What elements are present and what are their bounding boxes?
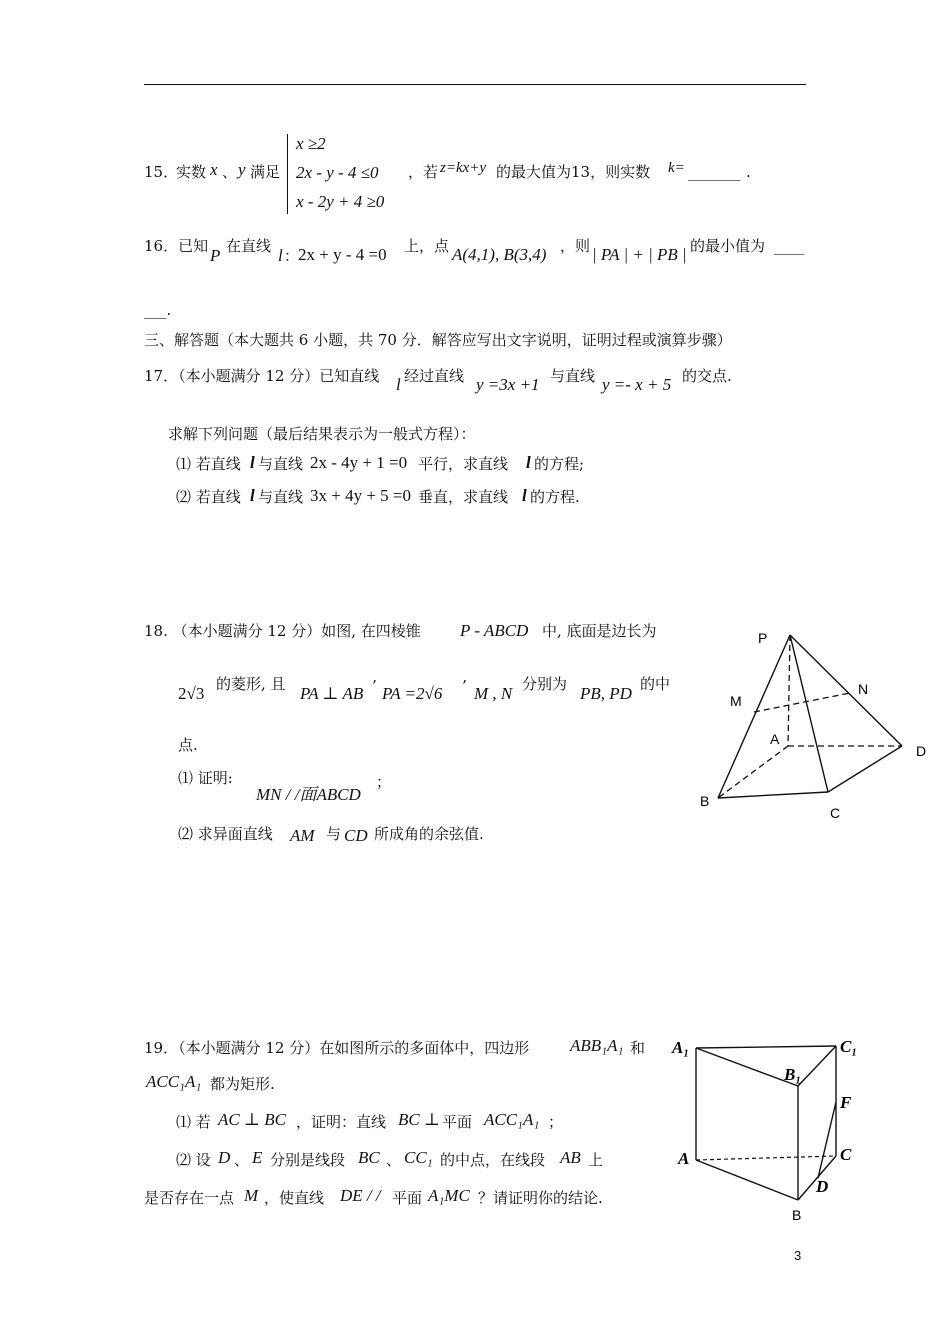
q19-p1-cond: AC ⊥ BC	[218, 1110, 286, 1129]
q19-cc1: CC₁	[404, 1148, 433, 1167]
q16-text3: 上，点	[404, 237, 450, 255]
q17-p2-c: 垂直，求直线	[418, 488, 509, 506]
q15-post: 的最大值为13，则实数	[496, 163, 651, 181]
q17-p2-l: l	[250, 486, 255, 505]
q16-line-eq: 2x + y - 4 =0	[298, 245, 387, 264]
q17-p1-b: 与直线	[258, 455, 304, 473]
label-b: B	[792, 1207, 802, 1223]
q18-side: 2√3	[178, 684, 205, 703]
q19-e: E	[252, 1148, 263, 1167]
q18-p1-end: ；	[376, 773, 392, 791]
q18-p2-b: 与	[326, 825, 342, 843]
label-a: A	[678, 1149, 690, 1168]
q15-sep: 、	[222, 163, 238, 181]
q16-colon: ：	[284, 247, 300, 265]
q17-p2-a: ⑵ 若直线	[176, 488, 241, 506]
q16-points: A(4,1), B(3,4)	[452, 245, 547, 264]
q16-text5: 的最小值为	[690, 237, 766, 255]
q17-p1-a: ⑴ 若直线	[176, 455, 241, 473]
q18-p2-c: 所成角的余弦值.	[374, 825, 484, 843]
constraint-brace	[287, 134, 294, 214]
edge-pc	[790, 635, 828, 792]
constraint-2: 2x - y - 4 ≤0	[296, 163, 379, 182]
q18-perp: PA ⊥ AB	[300, 684, 364, 703]
label-d: D	[916, 743, 927, 759]
edge-pa	[788, 635, 790, 746]
q15-var-y: y	[238, 160, 246, 179]
q17-l: l	[396, 375, 401, 394]
q15-text2: 满足	[250, 163, 281, 181]
q17-text2: 经过直线	[404, 367, 465, 385]
q18-text2: 中, 底面是边长为	[542, 622, 657, 640]
q19-p3-d: ？请证明你的结论.	[478, 1189, 603, 1207]
q17-text3: 与直线	[550, 367, 596, 385]
q15-var-x: x	[210, 160, 218, 179]
label-b: B	[700, 793, 710, 809]
q19-de: DE / /	[340, 1186, 381, 1205]
q17-p1-l: l	[250, 453, 255, 472]
q18-head: 18. （本小题满分 12 分）如图, 在四棱锥	[144, 622, 421, 640]
q15-number: 15．	[144, 163, 179, 181]
q19-p1-bc: BC ⊥	[398, 1110, 440, 1129]
pyramid-figure	[690, 620, 940, 830]
label-n: N	[858, 681, 869, 697]
q16-point-p: P	[210, 246, 221, 265]
q18-comma: ’	[372, 677, 377, 695]
q15-objective: z=kx+y	[440, 160, 487, 176]
q18-mn: M , N	[474, 684, 513, 703]
q16-text2: 在直线	[226, 237, 272, 255]
header-rule	[144, 84, 806, 85]
q19-bc: BC	[358, 1148, 380, 1167]
q19-a1mc: A₁MC	[428, 1186, 470, 1205]
q18-pbpd: PB, PD	[580, 684, 632, 703]
edge-pd	[790, 635, 902, 746]
edge-a1b1	[696, 1048, 798, 1086]
q16-text1: 16．已知	[144, 237, 209, 255]
q17-p2-eq: 3x + 4y + 5 =0	[310, 486, 412, 505]
q18-text6: 点.	[178, 736, 198, 754]
q19-p1-plane: 平面	[442, 1113, 473, 1131]
q17-p2-b: 与直线	[258, 488, 304, 506]
q17-line1: y =3x +1	[476, 375, 540, 394]
edge-ab	[696, 1160, 798, 1200]
label-m: M	[730, 693, 742, 709]
q15-text: 实数	[176, 163, 207, 181]
q19-rect2: ACC₁A₁	[146, 1072, 202, 1091]
q17-p2-l2: l	[522, 486, 527, 505]
q19-d: D	[218, 1148, 231, 1167]
q18-text5: 的中	[640, 675, 671, 693]
q19-rect1: ABB₁A₁	[570, 1036, 624, 1055]
q17-p1-eq: 2x - 4y + 1 =0	[310, 453, 408, 472]
prism-figure	[668, 1030, 868, 1230]
q16-blank2: ___.	[144, 301, 172, 319]
q19-p3-b: ，使直线	[264, 1189, 325, 1207]
constraint-3: x - 2y + 4 ≥0	[296, 192, 385, 211]
label-p: P	[758, 630, 768, 646]
q17-p1-d: 的方程;	[534, 455, 585, 473]
q17-intro: 求解下列问题（最后结果表示为一般式方程）：	[168, 425, 476, 443]
q19-head: 19．（本小题满分 12 分）在如图所示的多面体中，四边形	[144, 1039, 530, 1057]
q19-p1-b: ，证明：直线	[296, 1113, 387, 1131]
edge-ac	[696, 1156, 836, 1160]
q18-text3: 的菱形, 且	[216, 675, 286, 693]
q17-p1-l2: l	[526, 453, 531, 472]
q19-text2: 和	[630, 1039, 646, 1057]
q19-p1-acc: ACC₁A₁	[484, 1110, 540, 1129]
label-b1: B₁	[784, 1065, 802, 1084]
edge-b1c1	[798, 1046, 836, 1086]
section-3-heading: 三、解答题（本大题共 6 小题，共 70 分．解答应写出文字说明，证明过程或演算步骤）	[144, 331, 732, 349]
q19-p3-a: 是否存在一点	[144, 1189, 235, 1207]
q17-line2: y =- x + 5	[602, 375, 672, 394]
q18-p2-a: ⑵ 求异面直线	[178, 825, 273, 843]
q18-cd: CD	[344, 826, 368, 845]
q15-blank: _______	[688, 163, 741, 181]
edge-a1c1	[696, 1046, 836, 1048]
q16-text4: ，则	[560, 237, 591, 255]
label-d: D	[816, 1177, 829, 1196]
q16-blank1: ____	[774, 237, 804, 255]
q15-k: k=	[668, 160, 685, 176]
q18-am: AM	[290, 826, 315, 845]
q17-head: 17．（本小题满分 12 分）已知直线	[144, 367, 380, 385]
edge-pb	[718, 635, 790, 798]
edge-bc	[718, 792, 828, 798]
page-number: 3	[794, 1248, 802, 1263]
q15-mid: ，若	[408, 163, 439, 181]
label-f: F	[840, 1093, 852, 1112]
q19-p1-a: ⑴ 若	[176, 1113, 211, 1131]
label-a1: A₁	[672, 1038, 690, 1057]
q19-sep1: 、	[234, 1151, 250, 1169]
q18-text4: 分别为	[522, 675, 568, 693]
q19-p2-d: 上	[588, 1151, 604, 1169]
q19-sep2: 、	[386, 1151, 402, 1169]
q15-end: .	[746, 163, 751, 181]
q17-p1-c: 平行，求直线	[418, 455, 509, 473]
q18-pa: PA =2√6	[382, 684, 443, 703]
constraint-1: x ≥2	[296, 134, 326, 153]
q19-p3-c: 平面	[392, 1189, 423, 1207]
q18-pyramid: P - ABCD	[460, 621, 529, 640]
q19-text3: 都为矩形.	[210, 1075, 275, 1093]
edge-cd	[828, 746, 902, 792]
q19-m: M	[244, 1186, 259, 1205]
label-c: C	[830, 805, 841, 821]
q18-p1-eq: MN / /面ABCD	[256, 785, 361, 804]
q17-text4: 的交点.	[682, 367, 732, 385]
q18-p1: ⑴ 证明:	[178, 769, 233, 787]
q16-expr: | PA | + | PB |	[592, 245, 687, 264]
q17-p2-d: 的方程.	[530, 488, 580, 506]
q19-p2-c: 的中点，在线段	[440, 1151, 546, 1169]
q19-p2-a: ⑵ 设	[176, 1151, 211, 1169]
label-a: A	[770, 731, 780, 747]
q18-comma2: ’	[462, 677, 467, 695]
label-c1: C₁	[840, 1037, 858, 1056]
edge-ab	[718, 746, 788, 798]
q19-ab: AB	[560, 1148, 581, 1167]
q16-line-l: l	[278, 246, 283, 265]
q19-p2-b: 分别是线段	[270, 1151, 346, 1169]
segment-mn	[754, 693, 850, 712]
q19-p1-end: ；	[548, 1113, 564, 1131]
label-c: C	[840, 1145, 852, 1164]
